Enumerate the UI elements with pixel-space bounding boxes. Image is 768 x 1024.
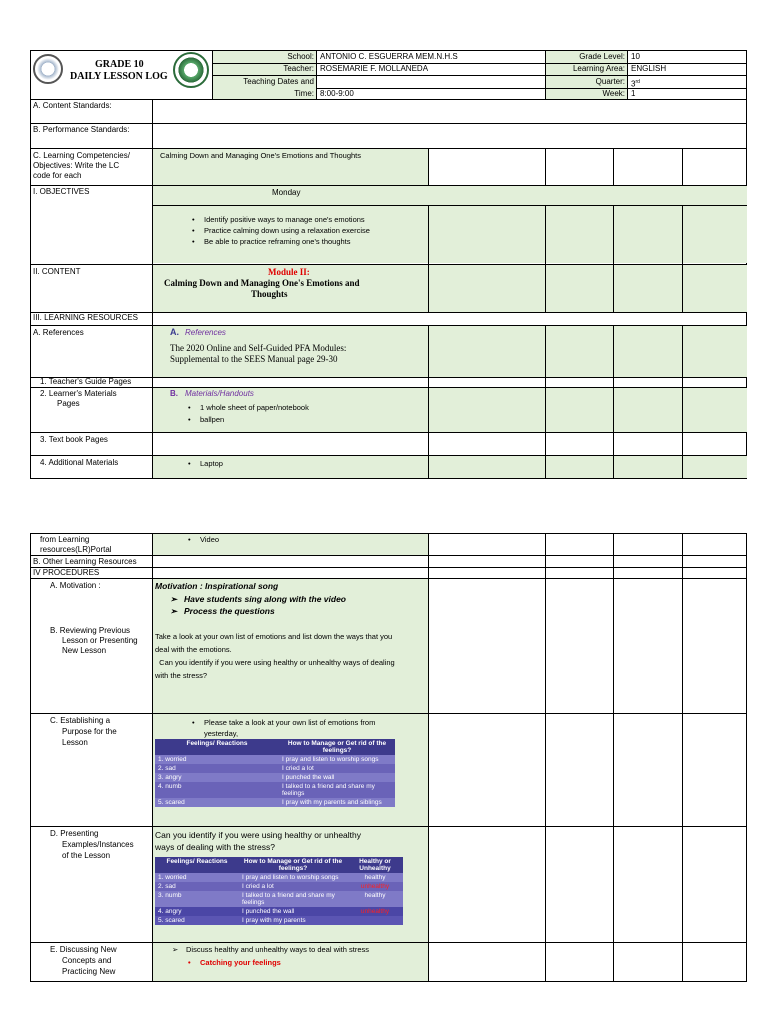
- presenting-label-3: of the Lesson: [62, 851, 111, 860]
- reviewing-text-line: deal with the emotions.: [155, 645, 232, 654]
- references-text-2: Supplemental to the SEES Manual page 29-30: [170, 354, 338, 364]
- purpose-label-1: C. Establishing a: [50, 716, 111, 725]
- discussing-list: [172, 945, 369, 955]
- table-header-row: [155, 739, 395, 755]
- school-value: ANTONIO C. ESGUERRA MEM.N.H.S: [320, 52, 458, 61]
- learning-area-value: ENGLISH: [631, 64, 667, 73]
- table-cell: I pray and listen to worship songs: [242, 874, 339, 881]
- content-label: II. CONTENT: [33, 267, 81, 276]
- table-cell: I pray with my parents: [242, 917, 306, 924]
- lr-label-2: resources(LR)Portal: [40, 545, 112, 554]
- list-item: • ballpen: [186, 414, 309, 426]
- dates-value: 8:00-9:00: [320, 89, 354, 98]
- performance-standards-label: B. Performance Standards:: [33, 125, 130, 134]
- list-item: • Laptop: [186, 459, 223, 469]
- table-cell: I talked to a friend and share my feelings: [282, 783, 375, 797]
- competencies-label-2: Objectives: Write the LC: [33, 161, 120, 170]
- table-cell: unhealthy: [360, 883, 390, 890]
- content-standards-label: A. Content Standards:: [33, 101, 112, 110]
- other-resources-label: B. Other Learning Resources: [33, 557, 137, 566]
- school-label: School:: [287, 52, 314, 61]
- dates-label-2: Time:: [294, 89, 314, 98]
- list-item: • Be able to practice reframing one's thoughts: [190, 236, 370, 247]
- table-cell: I pray with my parents and siblings: [282, 799, 382, 806]
- learning-area-label: Learning Area:: [572, 64, 625, 73]
- table-row: [155, 782, 395, 798]
- table-cell: [347, 916, 403, 925]
- list-item: • 1 whole sheet of paper/notebook: [186, 402, 309, 414]
- quarter-label: Quarter:: [595, 77, 625, 86]
- references-heading: References: [185, 328, 226, 337]
- purpose-label-3: Lesson: [62, 738, 88, 747]
- presenting-label-1: D. Presenting: [50, 829, 99, 838]
- textbook-label: 3. Text book Pages: [40, 435, 108, 444]
- table-cell: healthy: [364, 892, 386, 899]
- table-cell: 1. worried: [158, 756, 187, 763]
- presenting-text: [155, 829, 361, 853]
- table-row: [155, 773, 395, 782]
- teachers-guide-label: 1. Teacher's Guide Pages: [40, 377, 132, 386]
- table-cell: 5. scared: [158, 799, 185, 806]
- table-header: Healthy or Unhealthy: [359, 858, 391, 872]
- purpose-text-2: yesterday,: [204, 729, 239, 738]
- table-cell: I punched the wall: [242, 908, 295, 915]
- quarter-value: 3rd: [631, 79, 640, 89]
- grade-level-value: 10: [631, 52, 640, 61]
- emotions-table: [155, 739, 395, 807]
- motivation-list: [170, 593, 346, 617]
- table-row: [155, 891, 403, 907]
- school-logo-icon: [173, 52, 209, 88]
- reviewing-text: [155, 630, 395, 682]
- list-item: • Practice calming down using a relaxation exercise: [190, 225, 370, 236]
- table-row: [155, 873, 403, 882]
- table-cell: 1. worried: [158, 874, 187, 881]
- discussing-label-2: Concepts and: [62, 956, 112, 965]
- competencies-label-3: code for each: [33, 171, 82, 180]
- references-letter: A.: [170, 327, 179, 337]
- table-row: [155, 755, 395, 764]
- week-value: 1: [631, 89, 636, 98]
- purpose-label-2: Purpose for the: [62, 727, 117, 736]
- reviewing-label-3: New Lesson: [62, 646, 107, 655]
- grade-level-label: Grade Level:: [579, 52, 625, 61]
- table-cell: I cried a lot: [242, 883, 274, 890]
- table-cell: 3. angry: [158, 774, 182, 781]
- learners-label-1: 2. Learner's Materials: [40, 389, 117, 398]
- table-cell: 2. sad: [158, 883, 176, 890]
- reviewing-text-line: with the stress?: [155, 671, 208, 680]
- additional-label: 4. Additional Materials: [40, 458, 119, 467]
- list-item: ➢ Have students sing along with the video: [170, 593, 346, 605]
- presenting-text-line: Can you identify if you were using healthy or unhealthy: [155, 830, 362, 840]
- references-label: A. References: [33, 328, 84, 337]
- procedures-label: IV PROCEDURES: [33, 568, 100, 577]
- discussing-label-3: Practicing New: [62, 967, 116, 976]
- list-item: ➢ Discuss healthy and unhealthy ways to deal with stress: [172, 945, 369, 955]
- competencies-label-1: C. Learning Competencies/: [33, 151, 130, 160]
- lr-label-1: from Learning: [40, 535, 90, 544]
- table-cell: I punched the wall: [282, 774, 335, 781]
- reviewing-text-line: Take a look at your own list of emotions and list down the ways that you: [155, 632, 393, 641]
- table-cell: 3. numb: [158, 892, 182, 899]
- table-cell: 5. scared: [158, 917, 185, 924]
- list-item: ➢ Process the questions: [170, 605, 346, 617]
- presenting-text-line: ways of dealing with the stress?: [155, 842, 276, 852]
- teacher-value: ROSEMARIE F. MOLLANEDA: [320, 64, 429, 73]
- competencies-value: Calming Down and Managing One's Emotions and Thoughts: [160, 151, 361, 160]
- deped-seal-icon: [33, 54, 63, 84]
- day-label: Monday: [272, 188, 301, 197]
- motivation-title: Motivation : Inspirational song: [155, 581, 279, 591]
- presenting-label-2: Examples/Instances: [62, 840, 134, 849]
- table-cell: I talked to a friend and share my feelings: [242, 892, 335, 906]
- table-header-row: [155, 857, 403, 873]
- table-row: [155, 798, 395, 807]
- motivation-label: A. Motivation :: [50, 581, 101, 590]
- objectives-label: I. OBJECTIVES: [33, 187, 90, 196]
- health-table: [155, 857, 403, 925]
- table-row: [155, 916, 403, 925]
- purpose-list: [190, 717, 375, 729]
- materials-heading: Materials/Handouts: [185, 389, 254, 398]
- grade-title: GRADE 10: [95, 59, 144, 70]
- discussing-label-1: E. Discussing New: [50, 945, 117, 954]
- content-cell: [152, 264, 747, 312]
- table-header: Feelings/ Reactions: [186, 740, 248, 747]
- teacher-label: Teacher:: [283, 64, 314, 73]
- references-text-1: The 2020 Online and Self-Guided PFA Modules:: [170, 343, 347, 353]
- module-title-2: Thoughts: [251, 289, 288, 299]
- table-row: [155, 907, 403, 916]
- table-cell: 4. angry: [158, 908, 182, 915]
- discussing-red-list: [186, 958, 281, 968]
- list-item: • Catching your feelings: [186, 958, 281, 968]
- list-item: • Video: [186, 535, 219, 545]
- table-cell: I cried a lot: [282, 765, 314, 772]
- reviewing-text-line: Can you identify if you were using healthy or unhealthy ways of dealing: [155, 658, 395, 667]
- lr-list: [186, 535, 219, 545]
- table-header: How to Manage or Get rid of the feelings?: [287, 740, 387, 754]
- table-header: Feelings/ Reactions: [166, 858, 228, 865]
- objectives-list: [190, 214, 370, 247]
- learners-label-2: Pages: [57, 399, 80, 408]
- list-item: • Please take a look at your own list of emotions from: [190, 717, 375, 729]
- list-item: • Identify positive ways to manage one's emotions: [190, 214, 370, 225]
- table-header: How to Manage or Get rid of the feelings?: [243, 858, 343, 872]
- table-cell: I pray and listen to worship songs: [282, 756, 379, 763]
- materials-list: [186, 402, 309, 426]
- week-label: Week:: [602, 89, 625, 98]
- table-cell: 2. sad: [158, 765, 176, 772]
- objectives-day-row: [152, 185, 747, 205]
- table-cell: 4. numb: [158, 783, 182, 790]
- module-title-1: Calming Down and Managing One's Emotions and: [164, 278, 360, 288]
- dates-label-1: Teaching Dates and: [243, 77, 314, 86]
- table-row: [155, 882, 403, 891]
- additional-list: [186, 459, 223, 469]
- module-label: Module II:: [268, 267, 310, 277]
- materials-letter: B.: [170, 389, 178, 398]
- table-cell: healthy: [364, 874, 386, 881]
- table-cell: unhealthy: [360, 908, 390, 915]
- reviewing-label-2: Lesson or Presenting: [62, 636, 138, 645]
- log-title: DAILY LESSON LOG: [70, 71, 168, 82]
- additional-cell: [152, 455, 747, 478]
- resources-label: III. LEARNING RESOURCES: [33, 313, 138, 322]
- table-row: [155, 764, 395, 773]
- reviewing-label-1: B. Reviewing Previous: [50, 626, 131, 635]
